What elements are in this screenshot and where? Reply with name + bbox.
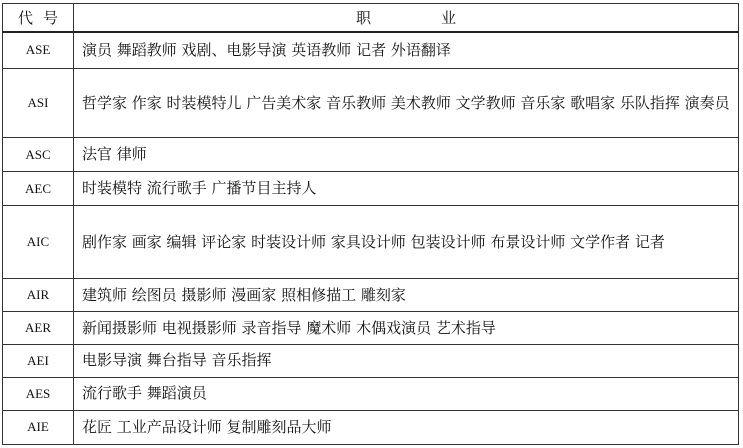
table-row [3,279,739,312]
career-code-table [2,3,739,445]
header-row [3,4,739,32]
occupation-cell: 剧作家 画家 编辑 评论家 时装设计师 家具设计师 包装设计师 布景设计师 文学作者 记者 [74,206,739,279]
occupation-cell: 法官 律师 [74,137,739,171]
table-row [3,137,739,171]
occupation-cell: 演员 舞蹈教师 戏剧、电影导演 英语教师 记者 外语翻译 [74,32,739,69]
table-row [3,312,739,345]
occupation-cell: 哲学家 作家 时装模特儿 广告美术家 音乐教师 美术教师 文学教师 音乐家 歌唱家 乐队指挥 演奏员 [74,69,739,137]
occupation-cell: 电影导演 舞台指导 音乐指挥 [74,345,739,377]
code-cell: AIE [3,410,74,444]
table-header [3,4,739,32]
table-row [3,172,739,206]
occupation-cell: 建筑师 绘图员 摄影师 漫画家 照相修描工 雕刻家 [74,279,739,312]
occupation-cell: 新闻摄影师 电视摄影师 录音指导 魔术师 木偶戏演员 艺术指导 [74,312,739,345]
code-cell: ASI [3,69,74,137]
occupation-cell: 时装模特 流行歌手 广播节目主持人 [74,172,739,206]
occupation-cell: 花匠 工业产品设计师 复制雕刻品大师 [74,410,739,444]
code-cell: AIR [3,279,74,312]
occupation-column-header: 职业 [74,4,739,32]
code-cell: AES [3,377,74,410]
code-column-header: 代号 [3,4,74,32]
table-row [3,32,739,69]
table-row [3,410,739,444]
code-cell: ASE [3,32,74,69]
table-body [3,32,739,445]
table-row [3,206,739,279]
occupation-cell: 流行歌手 舞蹈演员 [74,377,739,410]
code-cell: AER [3,312,74,345]
code-cell: AEI [3,345,74,377]
table-row [3,377,739,410]
table-row [3,345,739,377]
code-cell: AIC [3,206,74,279]
table-row [3,69,739,137]
code-cell: ASC [3,137,74,171]
code-cell: AEC [3,172,74,206]
